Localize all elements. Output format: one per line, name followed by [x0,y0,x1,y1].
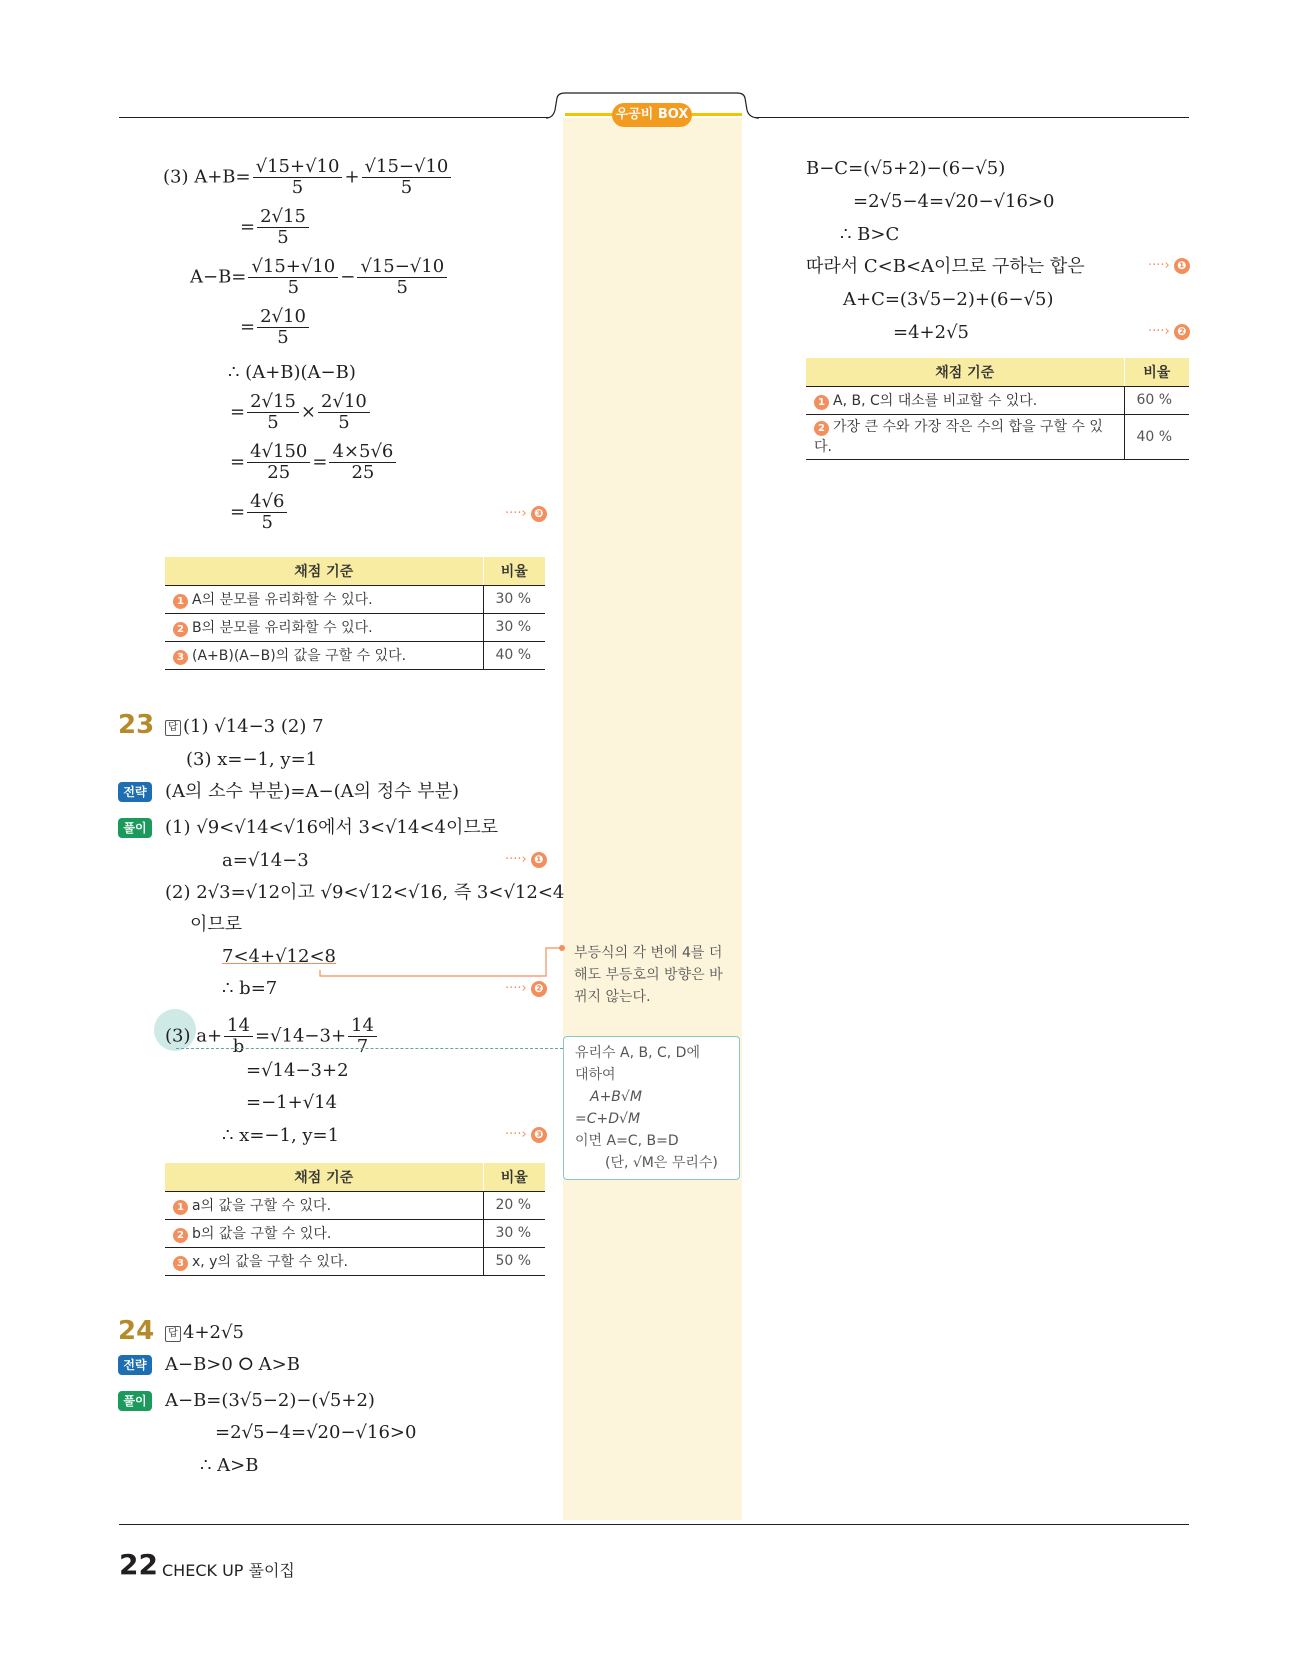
sol23-line1: (1) √9<√14<√16에서 3<√14<4이므로 [165,817,499,838]
solution-tag: 풀이 [118,818,152,838]
problem-number-24: 24 [118,1316,155,1346]
sol23-line3: (2) 2√3=√12이고 √9<√12<√16, 즉 3<√12<4 [165,882,565,903]
sol23-line2: a=√14−3 [222,850,309,871]
solution-tag: 풀이 [118,1391,152,1411]
eq-line-1: (3) A+B= $\frac{√15+√10}{5}$ + $\frac{√15-√10}{5}$ [163,157,453,198]
side-note2-line4: =C+D√M [575,1111,641,1127]
scoring-table-24: 채점 기준 비율 1 A, B, C의 대소를 비교할 수 있다. 60 % 2 가장 큰 수와 가장 작은 수의 합을 구할 수 있다. 40 % [806,358,1189,460]
problem-number-23: 23 [118,710,155,740]
sol23-line5: 7<4+√12<8 [222,946,336,967]
sol23-line4: 이므로 [190,914,243,935]
eq-line-8: = $\frac{4√6}{5}$ [230,492,289,533]
dashed-connector [176,1048,563,1049]
right-line6: =4+2√5 [893,322,969,343]
score-mark-1-right: ····› ❶ [1148,258,1190,274]
table-row: 2 가장 큰 수와 가장 작은 수의 합을 구할 수 있다. 40 % [806,414,1189,459]
right-line5: A+C=(3√5−2)+(6−√5) [843,289,1054,310]
table-row: 1 A, B, C의 대소를 비교할 수 있다. 60 % [806,386,1189,414]
right-line2: =2√5−4=√20−√16>0 [853,191,1055,212]
side-note2-line3: A+B√M [590,1089,642,1105]
eq-line-2: = $\frac{2√15}{5}$ [240,207,311,248]
side-note2-line2: 대하여 [575,1067,616,1083]
score-mark-1: ····› ❶ [505,852,547,868]
strategy-tag: 전략 [118,1355,152,1375]
side-note2-line5: 이면 A=C, B=D [575,1133,679,1149]
answer-icon: 답 [165,1326,181,1342]
scoring-table-22: 채점 기준 비율 1 A의 분모를 유리화할 수 있다. 30 % 2 B의 분모를 유리화할 수 있다. 30 % 3 (A+B)(A−B)의 값을 구할 수 있다. 40 % [165,557,545,670]
score-mark-2-right: ····› ❷ [1148,324,1190,340]
score-mark-2: ····› ❷ [505,981,547,997]
side-note2-line1: 유리수 A, B, C, D에 [575,1045,700,1061]
sol23-line7: (3) a+ $\frac{14}{b}$ =√14−3+ $\frac{14}{7}$ [165,1016,379,1057]
sol24-line1: A−B=(3√5−2)−(√5+2) [165,1390,375,1411]
eq-line-4: = $\frac{2√10}{5}$ [240,307,311,348]
answer-24: 답 4+2√5 [165,1322,244,1344]
footer-title: CHECK UP 풀이집 [162,1561,295,1580]
right-line3: ∴ B>C [840,224,900,245]
table-row: 2 B의 분모를 유리화할 수 있다. 30 % [165,613,545,641]
table-row: 3 x, y의 값을 구할 수 있다. 50 % [165,1247,545,1275]
table-row: 1 a의 값을 구할 수 있다. 20 % [165,1191,545,1219]
side-note2-line6: (단, √M은 무리수) [605,1155,718,1171]
bottom-rule [119,1524,1189,1525]
strategy-tag: 전략 [118,782,152,802]
answer-23: 답 (1) √14−3 (2) 7 [165,716,324,738]
sol23-line10: ∴ x=−1, y=1 [222,1125,340,1146]
sol23-line6: ∴ b=7 [222,978,278,999]
strategy-24: A−B>0 ⭘ A>B [165,1354,300,1375]
sol24-line2: =2√5−4=√20−√16>0 [215,1422,417,1443]
answer-icon: 답 [165,720,181,736]
sol23-line8: =√14−3+2 [246,1060,349,1081]
top-rule-left [119,117,553,118]
right-line1: B−C=(√5+2)−(6−√5) [806,158,1006,179]
eq-line-6: = $\frac{2√15}{5}$ × $\frac{2√10}{5}$ [230,392,372,433]
sol24-line3: ∴ A>B [200,1455,259,1476]
table-row: 1 A의 분모를 유리화할 수 있다. 30 % [165,585,545,613]
strategy-23: (A의 소수 부분)=A−(A의 정수 부분) [165,781,460,802]
page-number: 22 [119,1548,158,1581]
eq-line-5: ∴ (A+B)(A−B) [228,362,356,383]
box-label: 우공비 BOX [612,103,692,127]
table-row: 3 (A+B)(A−B)의 값을 구할 수 있다. 40 % [165,641,545,669]
sol23-line9: =−1+√14 [246,1092,338,1113]
score-mark-3b: ····› ❸ [505,1127,547,1143]
score-mark-3: ····› ❸ [505,506,547,522]
eq-line-7: = $\frac{4√150}{25}$ = $\frac{4\times 5√6}{25}$ [230,442,398,483]
eq-line-3: A−B= $\frac{√15+√10}{5}$ − $\frac{√15-√10}{5}$ [190,257,449,298]
answer-23-line2: (3) x=−1, y=1 [186,749,318,770]
top-rule-right [752,117,1189,118]
note-connector-line [318,944,566,978]
table-row: 2 b의 값을 구할 수 있다. 30 % [165,1219,545,1247]
side-box-column [563,110,742,1520]
right-line4: 따라서 C<B<A이므로 구하는 합은 [806,256,1085,277]
scoring-table-23: 채점 기준 비율 1 a의 값을 구할 수 있다. 20 % 2 b의 값을 구할 수 있다. 30 % 3 x, y의 값을 구할 수 있다. 50 % [165,1163,545,1276]
side-note-inequality: 부등식의 각 변에 4를 더해도 부등호의 방향은 바뀌지 않는다. [574,945,723,1005]
